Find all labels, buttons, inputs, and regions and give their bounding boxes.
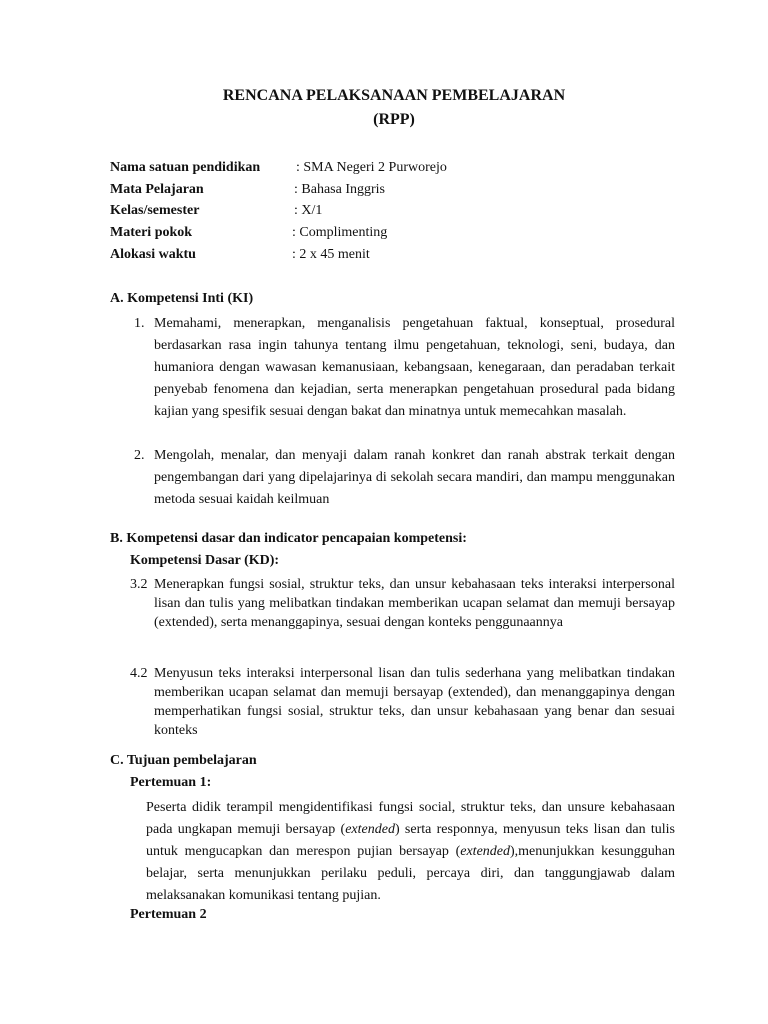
kd-subheading: Kompetensi Dasar (KD): — [130, 553, 280, 568]
objective-emphasis: extended — [345, 822, 395, 837]
section-a-heading: A. Kompetensi Inti (KI) — [110, 291, 254, 306]
identity-value: : Bahasa Inggris — [294, 181, 385, 197]
identity-value: : Complimenting — [292, 225, 388, 241]
section-b-heading: B. Kompetensi dasar dan indicator pencapaian kompetensi: — [110, 531, 467, 546]
list-number: 2. — [134, 448, 145, 463]
list-number: 3.2 — [130, 577, 148, 592]
meeting-1-objective — [146, 797, 675, 907]
list-number: 1. — [134, 316, 145, 331]
ki-item-2: Mengolah, menalar, dan menyaji dalam ranah konkret dan ranah abstrak terkait dengan pengembangan dari yang dipelajarinya di sekolah secara mandiri, dan mampu menggunakan metoda sesuai kaidah keilmuan — [154, 448, 675, 507]
document-subtitle: (RPP) — [373, 111, 415, 128]
list-number: 4.2 — [130, 666, 148, 681]
kd-item-4-2: Menyusun teks interaksi interpersonal lisan dan tulis sederhana yang melibatkan tindakan memberikan ucapan selamat dan memuji bersayap (extended), dan menanggapinya dengan memperhatikan fungsi sosial, struktur teks, dan unsur kebahasaan yang benar dan sesuai konteks — [154, 666, 675, 738]
objective-emphasis: extended — [460, 844, 510, 859]
identity-label: Mata Pelajaran — [110, 181, 204, 197]
identity-value: : X/1 — [294, 203, 323, 219]
document-title: RENCANA PELAKSANAAN PEMBELAJARAN — [222, 87, 566, 104]
identity-label: Kelas/semester — [110, 203, 200, 219]
identity-label: Materi pokok — [110, 225, 193, 241]
objective-text: ) serta responnya, menyusun teks lisan dan tulis untuk mengucapkan dan merespon pujian bersayap ( — [146, 822, 675, 859]
identity-value: : 2 x 45 menit — [292, 246, 370, 262]
identity-label: Nama satuan pendidikan — [110, 160, 261, 175]
identity-label: Alokasi waktu — [110, 246, 196, 262]
objective-text: Peserta didik terampil mengidentifikasi fungsi social, struktur teks, dan unsure kebahasaan pada ungkapan memuji bersayap ( — [146, 800, 675, 837]
meeting-1-label: Pertemuan 1: — [130, 775, 212, 790]
kd-item-3-2: Menerapkan fungsi sosial, struktur teks, dan unsur kebahasaan teks interaksi interpersonal lisan dan tulis yang melibatkan tindakan memberikan ucapan selamat dan memuji bersayap (extended), serta menanggapinya, sesuai dengan konteks penggunaannya — [154, 577, 675, 630]
section-c-heading: C. Tujuan pembelajaran — [110, 753, 257, 768]
meeting-2-label: Pertemuan 2 — [130, 907, 207, 922]
ki-item-1: Memahami, menerapkan, menganalisis pengetahuan faktual, konseptual, prosedural berdasarkan rasa ingin tahunya tentang ilmu pengetahuan, teknologi, seni, budaya, dan humaniora dengan wawasan kemanusiaan, kebangsaan, kenegaraan, dan peradaban terkait penyebab fenomena dan kejadian, serta menerapkan pengetahuan prosedural pada bidang kajian yang spesifik sesuai dengan bakat dan minatnya untuk memecahkan masalah. — [154, 316, 675, 419]
objective-text: ),menunjukkan kesungguhan belajar, serta menunjukkan perilaku peduli, percaya diri, dan tanggungjawab dalam melaksanakan komunikasi tentang pujian. — [146, 844, 676, 903]
identity-value: : SMA Negeri 2 Purworejo — [296, 160, 447, 175]
